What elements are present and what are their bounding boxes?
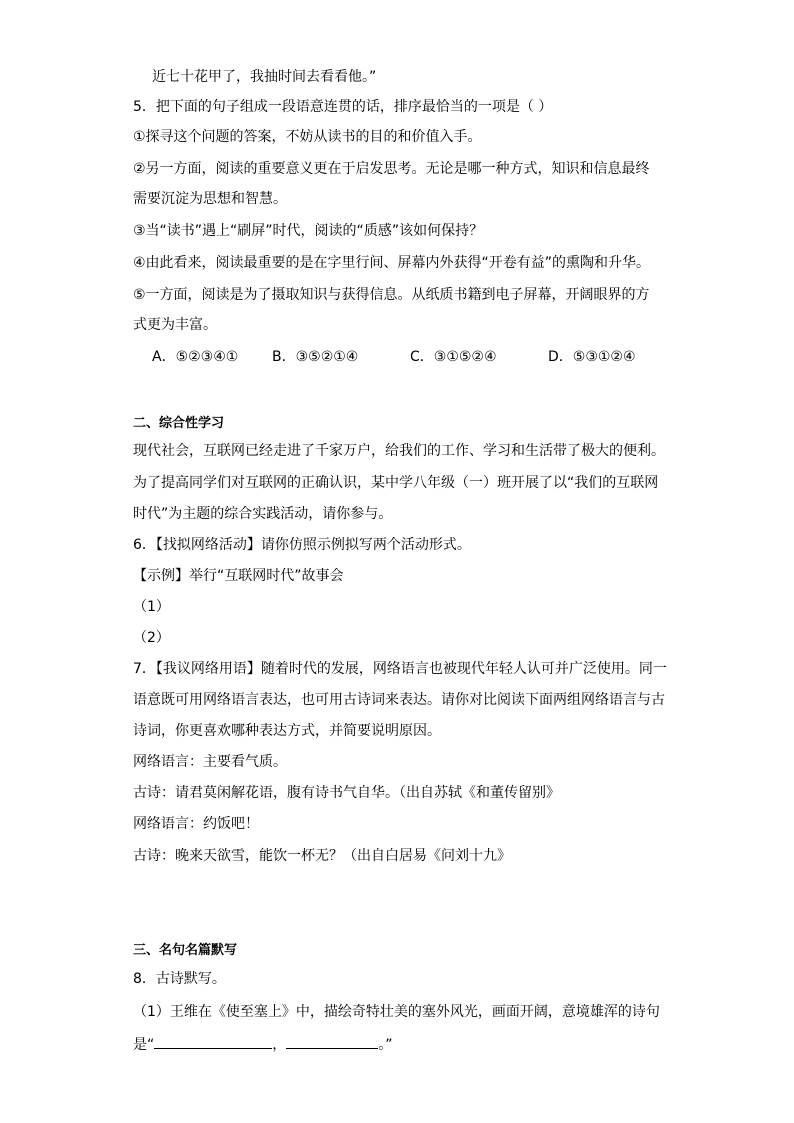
q8-1-stem: （1）王维在《使至塞上》中，描绘奇特壮美的塞外风光，画面开阔，意境雄浑的诗句 — [133, 1004, 660, 1020]
net-language-1: 网络语言：主要看气质。 — [133, 754, 287, 770]
q6-stem: 6．【找拟网络活动】请你仿照示例拟写两个活动形式。 — [133, 537, 471, 553]
q6-example: 【示例】举行“互联网时代”故事会 — [133, 568, 344, 584]
q5-sentence-2b: 需要沉淀为思想和智慧。 — [133, 191, 287, 207]
q5-stem: 5．把下面的句子组成一段语意连贯的话，排序最恰当的一项是（ ） — [133, 99, 553, 115]
q8-1-answer-line — [133, 1034, 393, 1054]
q8-1-blank-2[interactable] — [286, 1034, 378, 1049]
q8-1-quote-close: 。” — [378, 1037, 393, 1053]
section-2-heading: 二、综合性学习 — [133, 416, 225, 431]
q5-option-d[interactable]: D．⑤③①②④ — [548, 349, 636, 365]
q4-tail: 近七十花甲了，我抽时间去看看他。” — [152, 69, 377, 85]
q8-1-blank-1[interactable] — [154, 1034, 272, 1049]
poem-1: 古诗：请君莫闲解花语，腹有诗书气自华。（出自苏轼《和董传留别》 — [133, 785, 560, 801]
section-2-intro-1: 现代社会，互联网已经走进了千家万户，给我们的工作、学习和生活带了极大的便利。 — [133, 443, 665, 459]
section-2-intro-2: 为了提高同学们对互联网的正确认识，某中学八年级（一）班开展了以“我们的互联网 — [133, 475, 659, 491]
q8-1-quote-open: 是“ — [133, 1037, 155, 1053]
q5-sentence-5a: ⑤一方面，阅读是为了摄取知识与获得信息。从纸质书籍到电子屏幕，开阔眼界的方 — [133, 287, 650, 303]
poem-2: 古诗：晚来天欲雪，能饮一杯无？（出自白居易《问刘十九》 — [133, 848, 511, 864]
q5-option-a[interactable]: A．⑤②③④① — [152, 349, 239, 365]
q8-1-comma: ， — [272, 1037, 287, 1053]
q7-stem-2: 语意既可用网络语言表达，也可用古诗词来表达。请你对比阅读下面两组网络语言与古 — [133, 692, 665, 708]
q5-sentence-5b: 式更为丰富。 — [133, 317, 217, 333]
q8-stem: 8．古诗默写。 — [133, 971, 226, 987]
section-3-heading: 三、名句名篇默写 — [133, 943, 238, 958]
net-language-2: 网络语言：约饭吧！ — [133, 816, 259, 832]
q5-sentence-1: ①探寻这个问题的答案，不妨从读书的目的和价值入手。 — [133, 129, 482, 145]
q5-option-c[interactable]: C．③①⑤②④ — [410, 349, 497, 365]
q6-answer-1[interactable]: （1） — [133, 599, 170, 615]
q6-answer-2[interactable]: （2） — [133, 630, 170, 646]
q5-sentence-4: ④由此看来，阅读最重要的是在字里行间、屏幕内外获得“开卷有益”的熏陶和升华。 — [133, 255, 651, 271]
q7-stem-1: 7．【我议网络用语】随着时代的发展，网络语言也被现代年轻人认可并广泛使用。同一 — [133, 661, 667, 677]
q7-stem-3: 诗词，你更喜欢哪种表达方式，并简要说明原因。 — [133, 723, 441, 739]
section-2-intro-3: 时代”为主题的综合实践活动，请你参与。 — [133, 506, 393, 522]
q5-sentence-2a: ②另一方面，阅读的重要意义更在于启发思考。无论是哪一种方式，知识和信息最终 — [133, 161, 650, 177]
q5-option-b[interactable]: B．③⑤②①④ — [272, 349, 359, 365]
q5-sentence-3: ③当“读书”遇上“刷屏”时代，阅读的“质感”该如何保持？ — [133, 223, 484, 239]
